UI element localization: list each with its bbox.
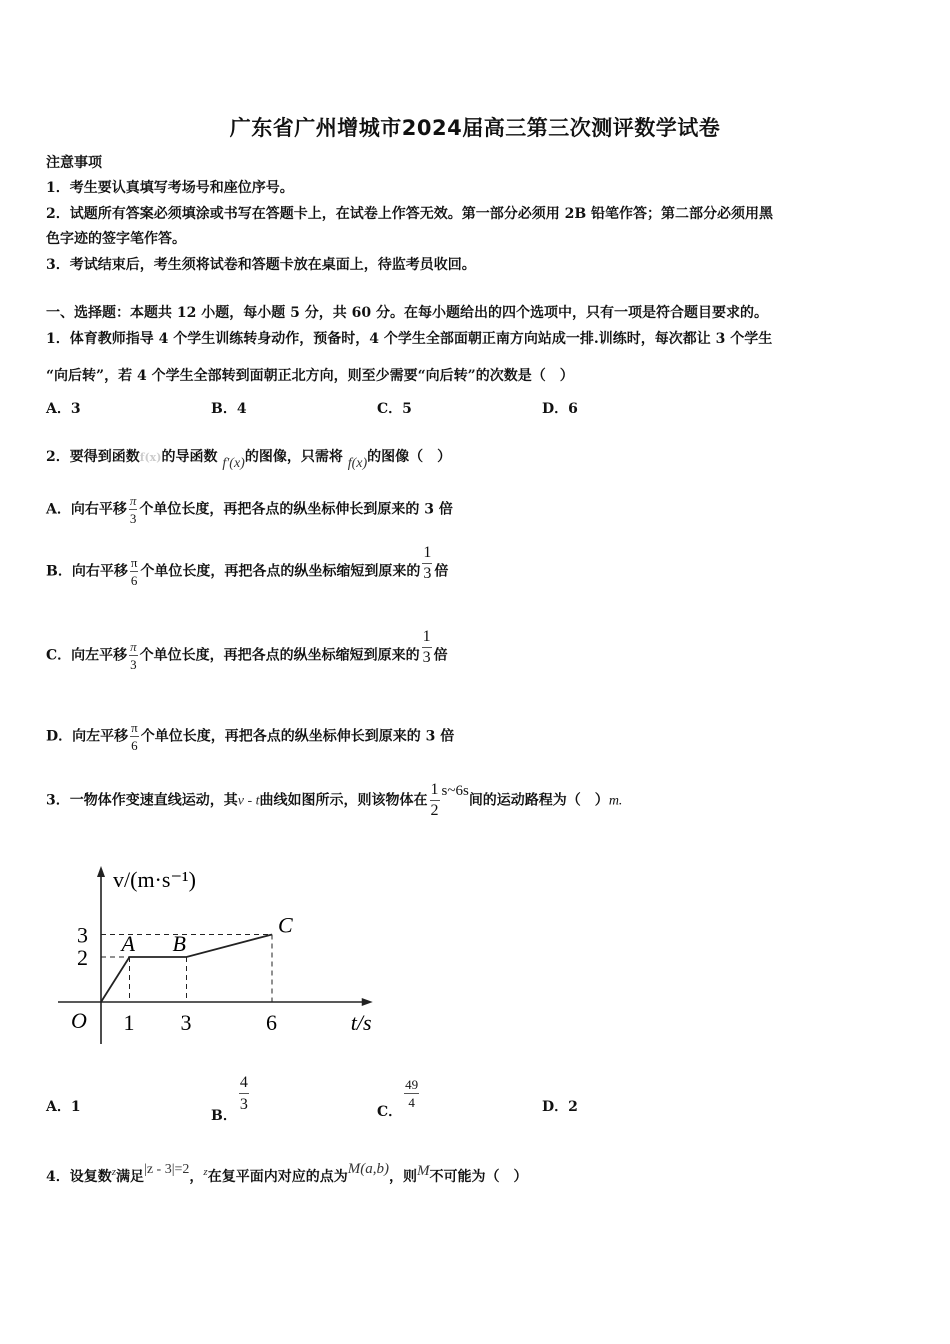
point-label: C <box>278 912 293 938</box>
q3-text: 3．一物体作变速直线运动，其 <box>46 792 238 809</box>
q4-text: 4．设复数 <box>46 1169 112 1185</box>
q2-text: 2．要得到函数 <box>46 449 140 465</box>
q2-option-a <box>46 494 453 525</box>
point-label: B <box>172 931 186 956</box>
section-heading: 一、选择题：本题共 12 小题，每小题 5 分，共 60 分。在每小题给出的四个选项中，只有一项是符合题目要求的。 <box>46 305 768 321</box>
fraction-den: 3 <box>129 511 137 526</box>
fraction <box>130 721 139 752</box>
exam-title: 广东省广州增城市2024届高三第三次测评数学试卷 <box>229 116 721 140</box>
option-text: B．向右平移 <box>46 563 128 580</box>
fraction-num: 1 <box>422 545 432 564</box>
q4-z: z <box>111 1166 117 1178</box>
q2-derivative: f′(x) <box>222 456 245 471</box>
q4-point: M(a,b) <box>347 1161 389 1177</box>
fraction-num: 49 <box>405 1077 419 1092</box>
origin-label: O <box>71 1008 87 1033</box>
q3-text: 曲线如图所示，则该物体在 <box>259 792 428 809</box>
option-text: C．向左平移 <box>46 647 128 664</box>
q1-option-d: D．6 <box>542 401 578 417</box>
y-tick-label: 2 <box>77 945 88 970</box>
q3-option-c <box>377 1077 421 1120</box>
q3-text: 间的运动路程为（ ） <box>468 792 609 809</box>
q1-stem-line2: “向后转”，若 4 个学生全部转到面朝正北方向，则至少需要“向后转”的次数是（ ） <box>46 368 574 384</box>
q1-option-b: B．4 <box>211 401 247 417</box>
fraction-den: 6 <box>130 573 138 588</box>
q4-text: ，则 <box>388 1169 417 1185</box>
q4-stem <box>46 1161 528 1186</box>
x-axis-label: t/s <box>350 1010 372 1035</box>
fraction-den: 4 <box>408 1095 415 1110</box>
fraction-den: 3 <box>239 1096 248 1113</box>
notice-item: 色字迹的签字笔作答。 <box>46 231 186 247</box>
y-tick-label: 3 <box>77 922 88 948</box>
option-text: 个单位长度，再把各点的纵坐标伸长到原来的 3 倍 <box>139 501 453 518</box>
fraction <box>422 545 432 582</box>
option-label: B． <box>211 1107 237 1124</box>
fraction-num: 1 <box>422 629 432 648</box>
fraction-den: 2 <box>430 802 439 819</box>
x-tick-label: 3 <box>180 1010 192 1035</box>
option-label: C． <box>377 1103 403 1120</box>
x-tick-label: 1 <box>123 1010 135 1035</box>
fraction-den: 3 <box>423 565 432 582</box>
q4-z: z <box>203 1166 208 1178</box>
q4-text: ， <box>189 1169 204 1185</box>
y-axis-label: v/(m·s⁻¹) <box>113 867 196 892</box>
fraction-num: π <box>131 720 138 735</box>
q4-condition: |z - 3|=2 <box>144 1162 190 1177</box>
option-text: 个单位长度，再把各点的纵坐标缩短到原来的 <box>139 647 420 664</box>
option-text: 个单位长度，再把各点的纵坐标伸长到原来的 3 倍 <box>140 728 455 745</box>
q2-text: 的导函数 <box>161 449 218 465</box>
option-text: A．向右平移 <box>46 501 127 518</box>
fraction-num: π <box>130 555 138 570</box>
fraction-num: 4 <box>239 1074 249 1094</box>
q2-function-expression: f(x) <box>139 451 162 464</box>
fraction-den: 6 <box>131 738 138 753</box>
q3-range: s~6s <box>441 782 469 799</box>
fraction <box>129 494 138 525</box>
fraction-num: π <box>130 639 137 654</box>
q4-text: 在复平面内对应的点为 <box>207 1169 348 1185</box>
fraction-den: 3 <box>130 657 137 672</box>
q2-text: 的图像，只需将 <box>244 449 343 465</box>
q3-option-a: A．1 <box>46 1099 81 1115</box>
notice-item: 3．考试结束后，考生须将试卷和答题卡放在桌面上，待监考员收回。 <box>46 257 476 273</box>
notice-item: 1．考生要认真填写考场号和座位序号。 <box>46 180 294 196</box>
q4-text: 不可能为（ ） <box>429 1169 528 1185</box>
option-text: 个单位长度，再把各点的纵坐标缩短到原来的 <box>140 563 421 580</box>
option-text: 倍 <box>434 563 449 580</box>
fraction <box>422 629 432 666</box>
vt-chart <box>50 860 372 1050</box>
q3-vt: v - t <box>237 793 260 809</box>
q3-option-b <box>211 1074 251 1124</box>
option-text: 倍 <box>433 647 448 664</box>
fraction-num: 1 <box>430 782 440 801</box>
q1-option-a: A．3 <box>46 401 81 417</box>
y-axis-arrow <box>97 866 105 877</box>
fraction <box>239 1074 249 1113</box>
notice-item: 2．试题所有答案必须填涂或书写在答题卡上，在试卷上作答无效。第一部分必须用 2B 铅笔作答；第二部分必须用黑 <box>46 206 774 222</box>
q2-function: f(x) <box>347 456 368 471</box>
fraction-den: 3 <box>422 649 431 666</box>
point-label: A <box>121 931 135 956</box>
q2-text: 的图像（ ） <box>367 449 452 465</box>
q3-option-d: D．2 <box>542 1099 578 1115</box>
q2-stem <box>46 446 452 471</box>
fraction <box>404 1078 419 1109</box>
q1-option-c: C．5 <box>377 401 412 417</box>
q3-stem <box>46 782 622 819</box>
fraction-num: π <box>129 493 137 508</box>
x-axis-arrow <box>362 998 373 1006</box>
x-tick-label: 6 <box>266 1010 277 1035</box>
q2-option-b <box>46 544 449 590</box>
fraction <box>129 640 138 671</box>
q3-unit: m. <box>608 793 623 809</box>
q2-option-d <box>46 721 454 752</box>
q2-option-c <box>46 628 448 674</box>
fraction <box>430 782 440 819</box>
fraction <box>130 556 139 587</box>
q4-m: M <box>416 1163 430 1179</box>
q1-stem-line1: 1．体育教师指导 4 个学生训练转身动作，预备时，4 个学生全部面朝正南方向站成一排.训练时，每次都让 3 个学生 <box>46 331 773 347</box>
q4-text: 满足 <box>116 1169 145 1185</box>
notice-heading: 注意事项 <box>46 155 102 171</box>
option-text: D．向左平移 <box>46 728 129 745</box>
